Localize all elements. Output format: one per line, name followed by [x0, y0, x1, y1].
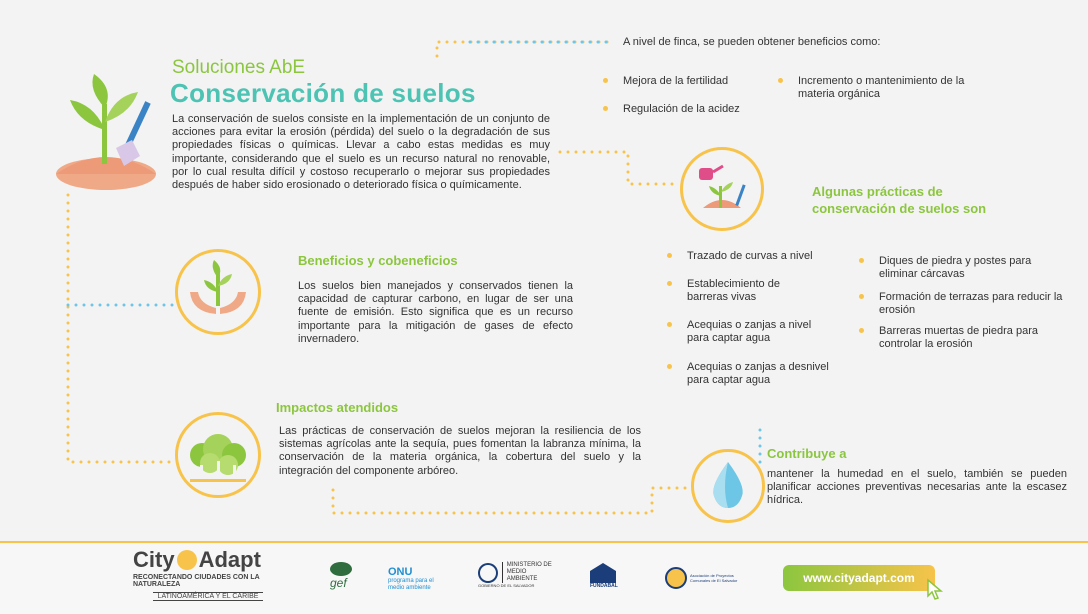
practica-item: Diques de piedra y postes para eliminar cárcavas — [879, 255, 1054, 281]
trees-circle — [175, 412, 261, 498]
onu-logo: ONU programa para el medio ambiente — [388, 566, 434, 591]
bullet-icon — [778, 78, 783, 83]
subtitle: Soluciones AbE — [172, 57, 306, 78]
bullet-icon — [667, 253, 672, 258]
impactos-text: Las prácticas de conservación de suelos mejoran la resiliencia de los sistemas agrícolas ante la sequía, pues fomentan la labranza mínima, la conservación de la materia orgánica, la cobertura del suelo y la integración del componente arbóreo. — [279, 425, 641, 477]
impactos-heading: Impactos atendidos — [276, 400, 399, 415]
beneficios-heading: Beneficios y cobeneficios — [298, 253, 458, 268]
sun-icon — [177, 550, 197, 570]
water-drop-icon — [694, 452, 762, 520]
bullet-icon — [667, 322, 672, 327]
bullet-icon — [603, 106, 608, 111]
intro-text: La conservación de suelos consiste en la implementación de un conjunto de acciones para evitar la erosión (pérdida) del suelo o la degradación de sus propiedades físicas o químicas. Llevar a cabo estas medidas es muy importante, considerando que el suelo es un recurso natural no renovable, por lo cual resulta difícil y costoso recuperarlo o mejorar sus propiedades después de haber sido erosionado o deteriorado física o químicamente. — [172, 113, 550, 192]
practica-item: Trazado de curvas a nivel — [687, 250, 827, 263]
practica-item: Formación de terrazas para reducir la erosión — [879, 291, 1064, 317]
finca-item: Mejora de la fertilidad — [623, 75, 728, 88]
cityadapt-logo: City Adapt RECONECTANDO CIUDADES CON LA NATURALEZA LATINOAMÉRICA Y EL CARIBE — [133, 548, 293, 606]
page-title: Conservación de suelos — [170, 78, 476, 108]
trees-icon — [178, 415, 258, 495]
practica-item: Acequias o zanjas a desnivel para captar agua — [687, 361, 837, 387]
bullet-icon — [859, 294, 864, 299]
water-drop-circle — [691, 449, 765, 523]
website-link[interactable]: www.cityadapt.com — [783, 565, 935, 591]
finca-item: Regulación de la acidez — [623, 103, 740, 116]
bullet-icon — [859, 328, 864, 333]
gear-icon — [665, 567, 687, 589]
finca-item: Incremento o mantenimiento de la materia orgánica — [798, 75, 968, 101]
practica-item: Acequias o zanjas a nivel para captar agua — [687, 319, 827, 345]
finca-intro: A nivel de finca, se pueden obtener beneficios como: — [623, 36, 881, 48]
bullet-icon — [859, 258, 864, 263]
bullet-icon — [667, 281, 672, 286]
beneficios-text: Los suelos bien manejados y conservados tienen la capacidad de capturar carbono, en lugar de ser una fuente de emisión. Esto significa que es un recurso importante para la mitigación de gases de efecto invernadero. — [298, 280, 573, 345]
practicas-heading: Algunas prácticas de conservación de suelos son — [812, 184, 987, 216]
practica-item: Barreras muertas de piedra para controlar la erosión — [879, 325, 1039, 351]
gef-logo: gef — [330, 562, 358, 590]
soil-plant-shovel-icon — [48, 70, 166, 190]
hands-plant-circle — [175, 249, 261, 335]
watering-can-plant-icon — [683, 150, 761, 228]
bullet-icon — [667, 364, 672, 369]
contribuye-text: mantener la humedad en el suelo, también se pueden planificar acciones preventivas necesarias ante la escasez hídrica. — [767, 468, 1067, 507]
contribuye-heading: Contribuye a — [767, 446, 847, 461]
socones-logo: Asociación de Proyectos Comunales de El Salvador — [665, 567, 740, 589]
ministerio-logo: MINISTERIO DE MEDIO AMBIENTE GOBIERNO DE EL SALVADOR — [478, 562, 558, 588]
seal-icon — [478, 563, 498, 583]
house-icon — [590, 563, 616, 583]
hands-plant-icon — [178, 252, 258, 332]
cursor-icon — [926, 578, 944, 600]
bullet-icon — [603, 78, 608, 83]
watering-can-circle — [680, 147, 764, 231]
footer-divider — [0, 541, 1088, 543]
globe-icon — [330, 562, 352, 576]
practica-item: Establecimiento de barreras vivas — [687, 278, 802, 304]
fundabal-logo: FUNDABAL — [590, 563, 622, 589]
